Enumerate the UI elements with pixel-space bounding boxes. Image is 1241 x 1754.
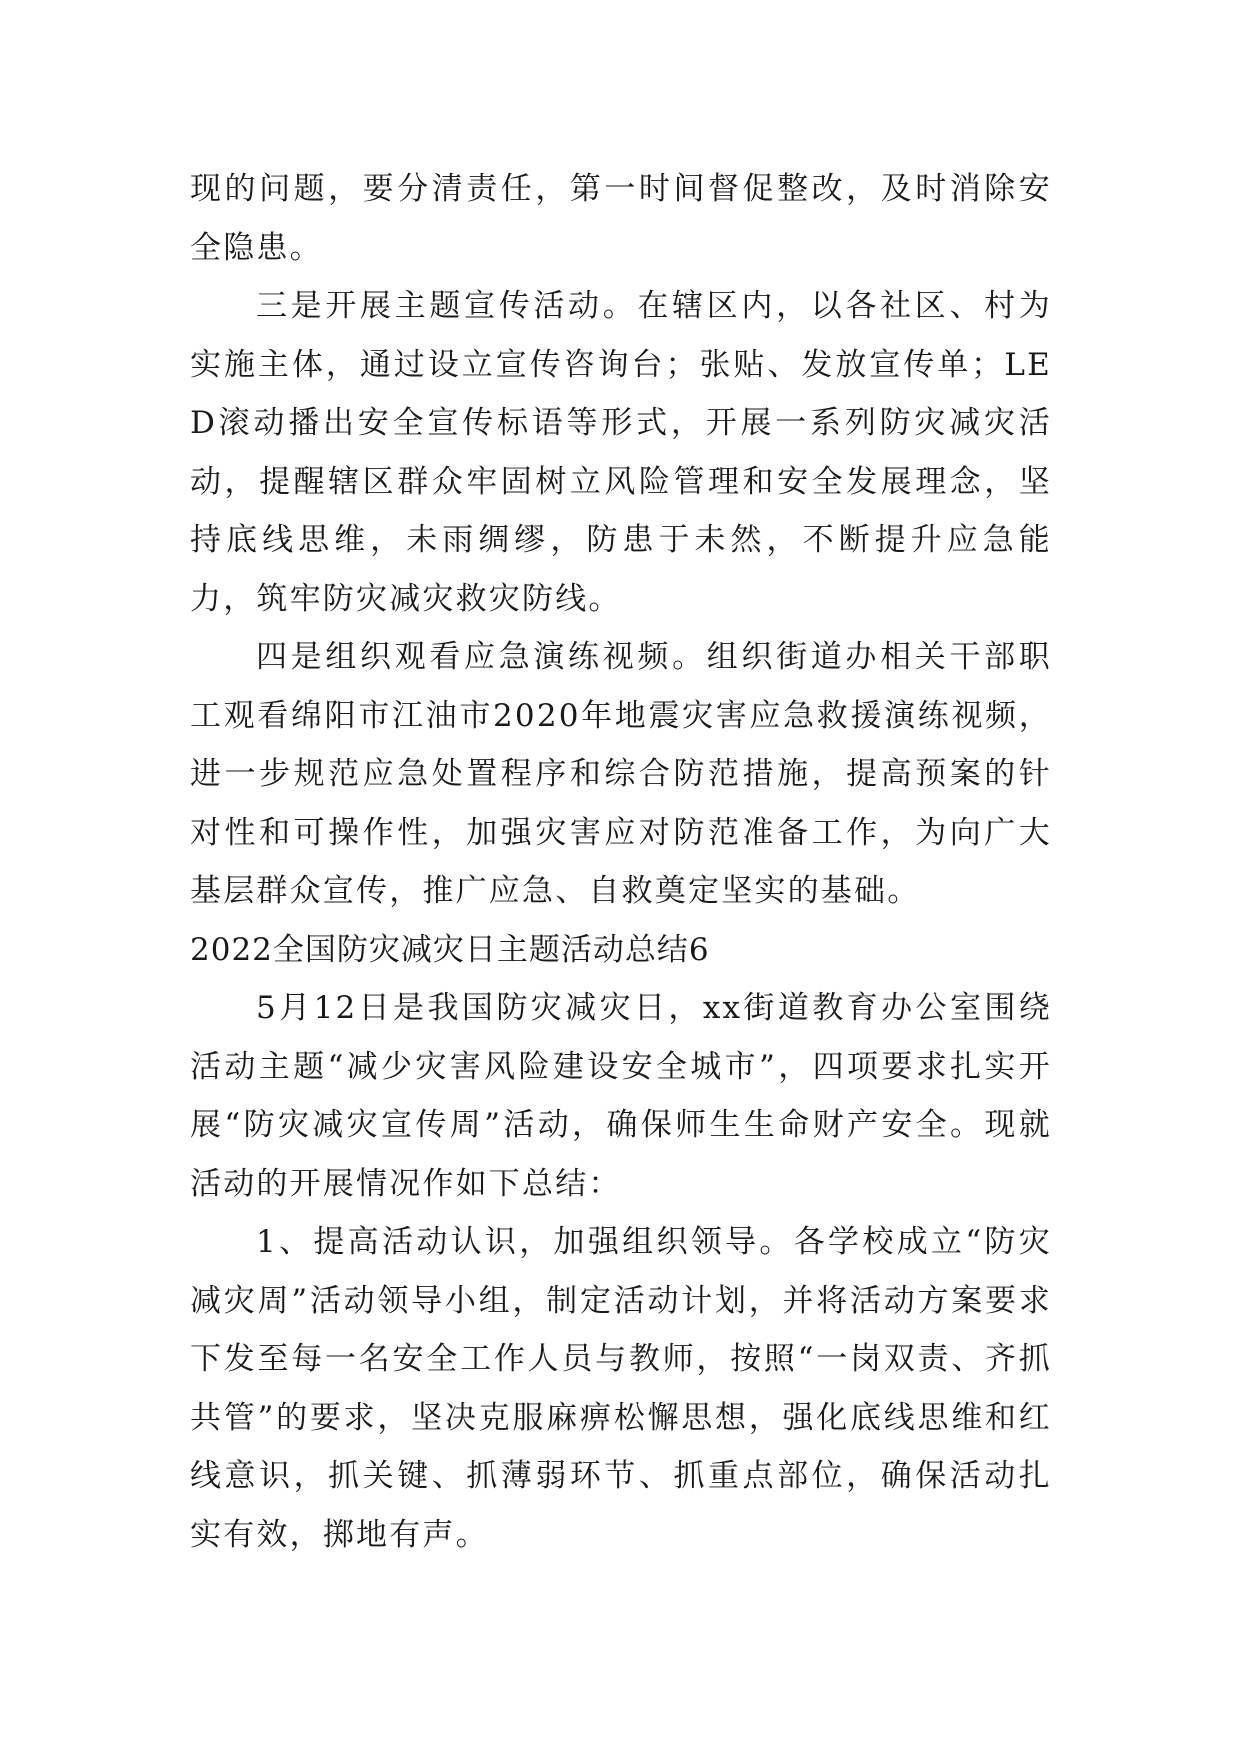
paragraph-continuation: 现的问题，要分清责任，第一时间督促整改，及时消除安全隐患。	[190, 171, 1052, 266]
paragraph-item-1: 1、提高活动认识，加强组织领导。各学校成立“防灾减灾周”活动领导小组，制定活动计划，并将活动方案要求下发至每一名安全工作人员与教师，按照“一岗双责、齐抓共管”的要求，坚决克服麻痹松懈思想，强化底线思维和红线意识，抓关键、抓薄弱环节、抓重点部位，确保活动扎实有效，掷地有声。	[190, 1224, 1052, 1553]
paragraph-drill-video: 四是组织观看应急演练视频。组织街道办相关干部职工观看绵阳市江油市2020年地震灾害应急救援演练视频，进一步规范应急处置程序和综合防范措施，提高预案的针对性和可操作性，加强灾害应对防范准备工作，为向广大基层群众宣传，推广应急、自救奠定坚实的基础。	[190, 639, 1052, 909]
paragraph-publicity-activity: 三是开展主题宣传活动。在辖区内，以各社区、村为实施主体，通过设立宣传咨询台；张贴、发放宣传单；LED滚动播出安全宣传标语等形式，开展一系列防灾减灾活动，提醒辖区群众牢固树立风险管理和安全发展理念，坚持底线思维，未雨绸缪，防患于未然，不断提升应急能力，筑牢防灾减灾救灾防线。	[190, 288, 1052, 617]
section-heading: 2022全国防灾减灾日主题活动总结6	[190, 931, 710, 968]
document-body	[190, 160, 1052, 1564]
paragraph-intro: 5月12日是我国防灾减灾日，xx街道教育办公室围绕活动主题“减少灾害风险建设安全城市”，四项要求扎实开展“防灾减灾宣传周”活动，确保师生生命财产安全。现就活动的开展情况作如下总结：	[190, 990, 1052, 1202]
